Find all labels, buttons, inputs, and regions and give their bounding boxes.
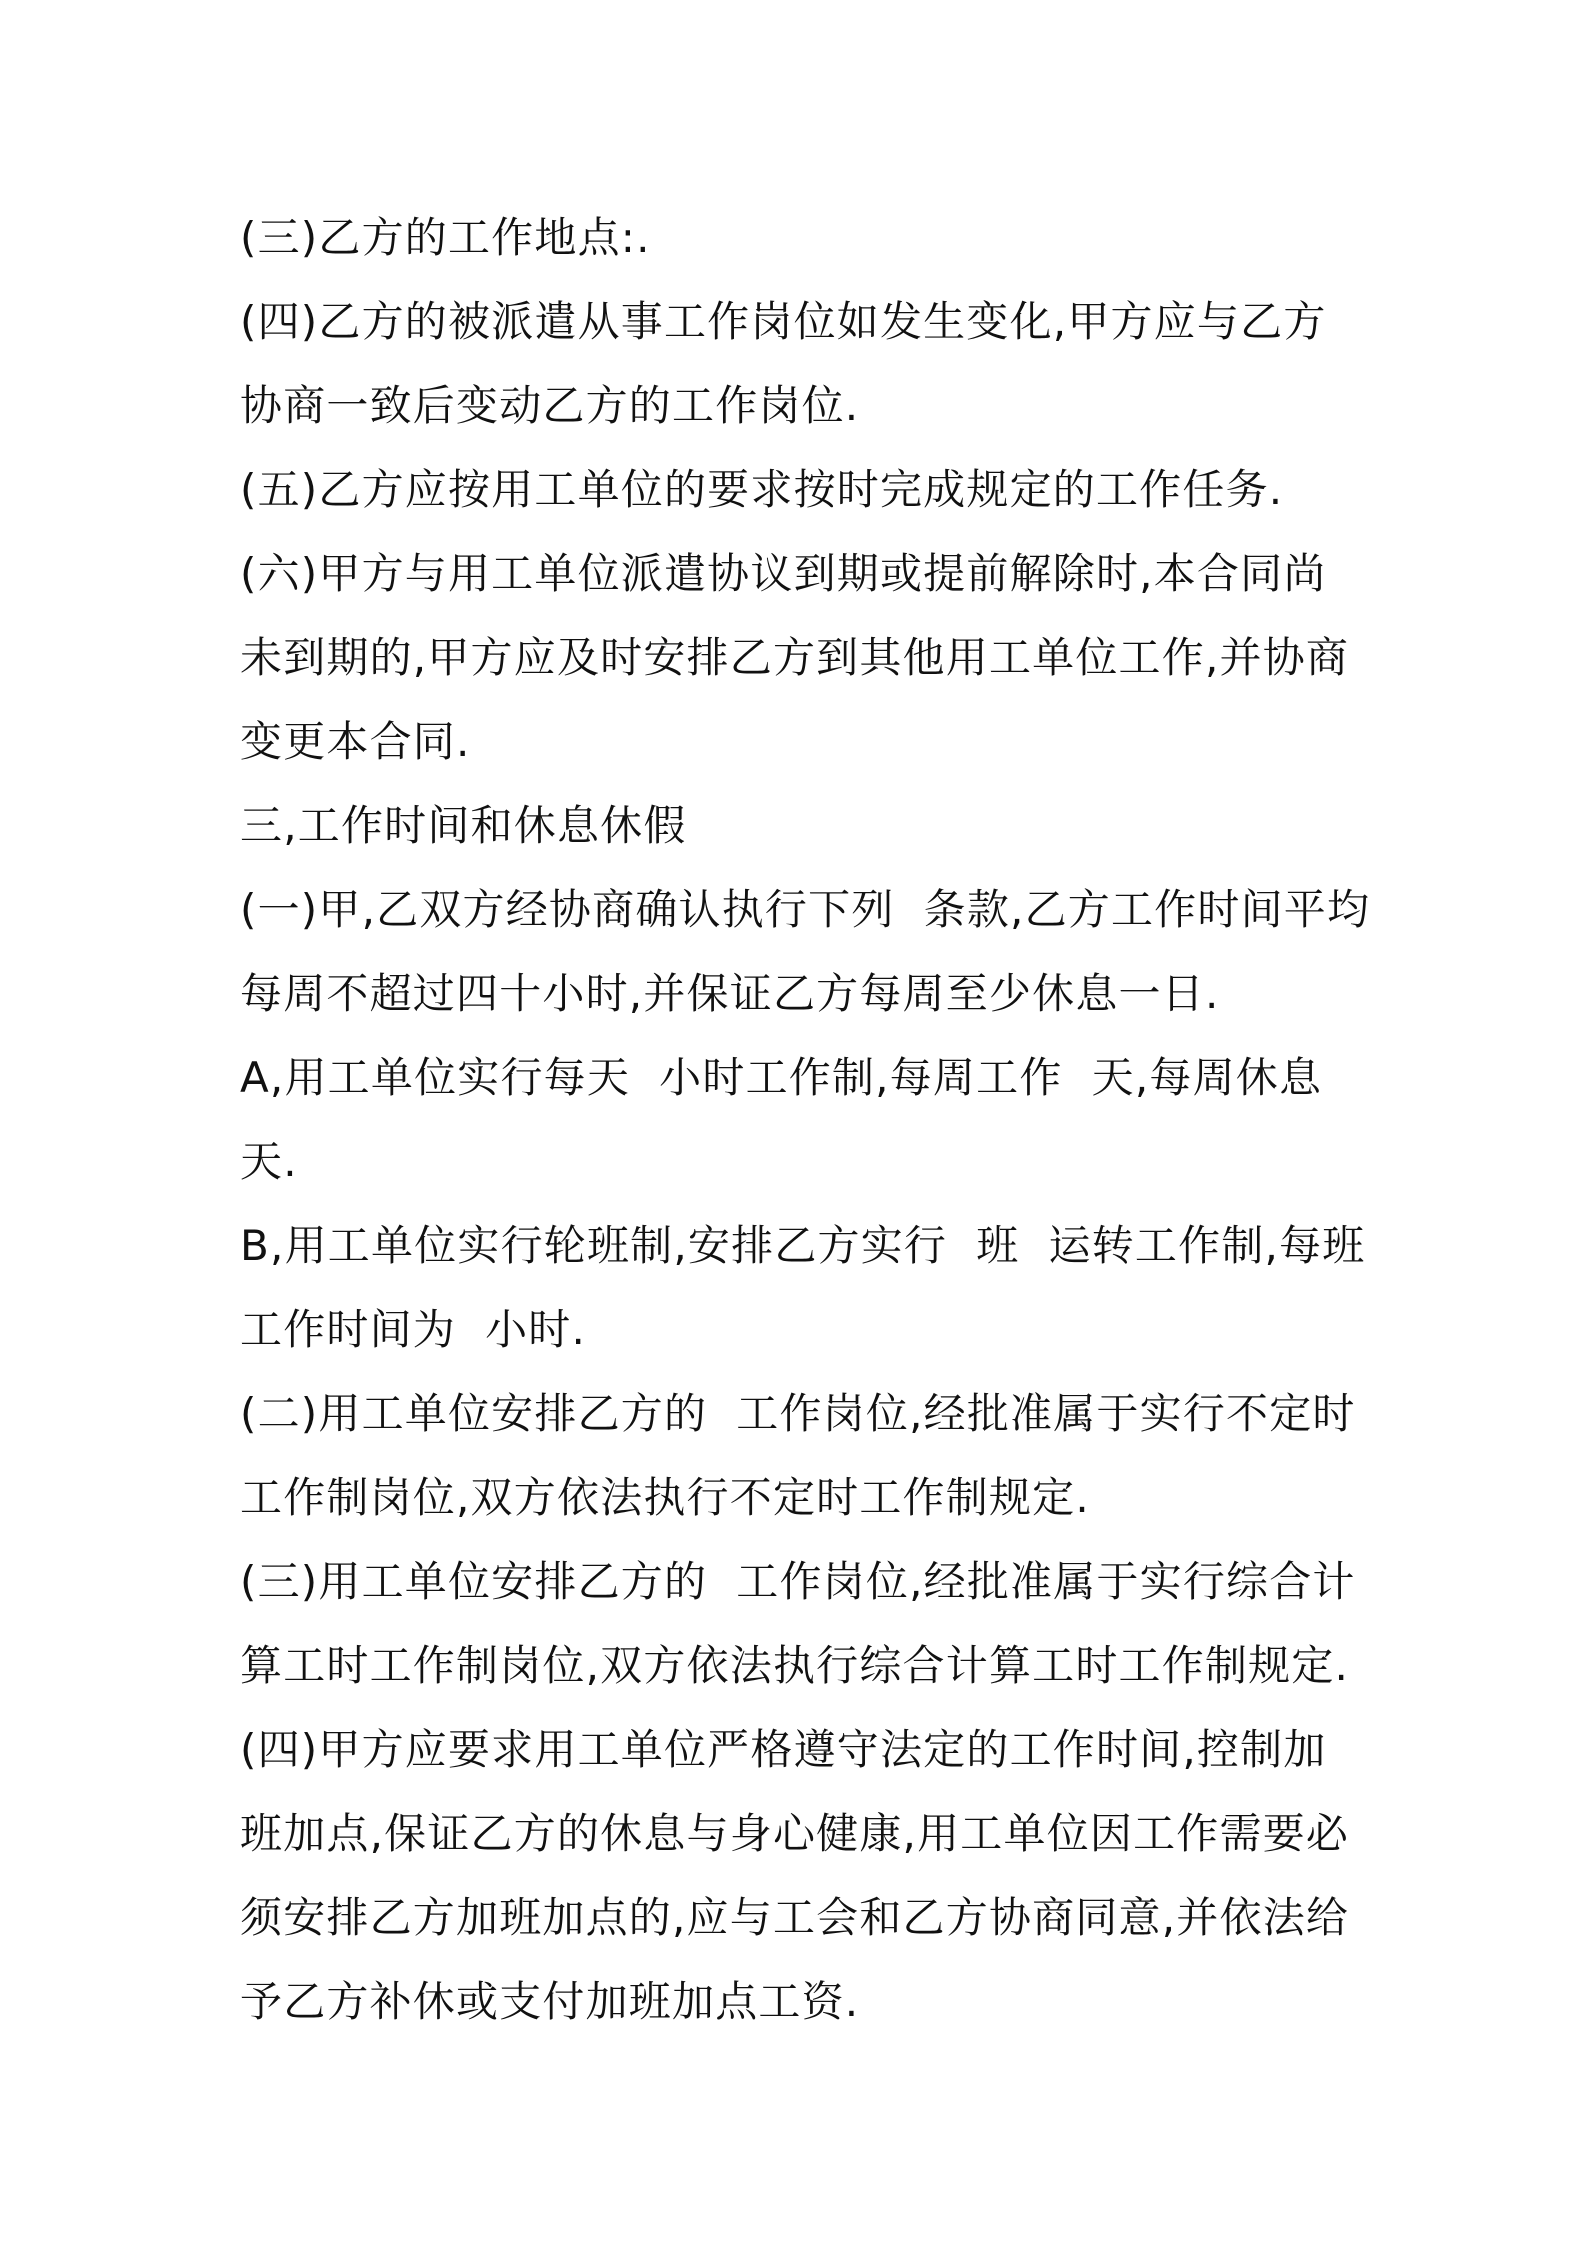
- text-line: A,用工单位实行每天 小时工作制,每周工作 天,每周休息: [240, 1053, 1323, 1102]
- text-line: 算工时工作制岗位,双方依法执行综合计算工时工作制规定.: [240, 1641, 1350, 1690]
- text-line: 予乙方补休或支付加班加点工资.: [240, 1977, 860, 2026]
- text-line: (三)乙方的工作地点:.: [240, 213, 651, 262]
- text-line: 工作时间为 小时.: [240, 1305, 587, 1354]
- text-line: 天.: [240, 1137, 298, 1186]
- text-line: (二)用工单位安排乙方的 工作岗位,经批准属于实行不定时: [240, 1389, 1356, 1438]
- text-line: (四)甲方应要求用工单位严格遵守法定的工作时间,控制加: [240, 1725, 1327, 1774]
- text-line: (四)乙方的被派遣从事工作岗位如发生变化,甲方应与乙方: [240, 297, 1327, 346]
- text-line: 班加点,保证乙方的休息与身心健康,用工单位因工作需要必: [240, 1809, 1350, 1858]
- text-line: 每周不超过四十小时,并保证乙方每周至少休息一日.: [240, 969, 1220, 1018]
- text-line: 工作制岗位,双方依法执行不定时工作制规定.: [240, 1473, 1090, 1522]
- text-line: 协商一致后变动乙方的工作岗位.: [240, 381, 860, 430]
- text-line: 变更本合同.: [240, 717, 471, 766]
- document-body: [240, 196, 1371, 2044]
- text-line: (三)用工单位安排乙方的 工作岗位,经批准属于实行综合计: [240, 1557, 1356, 1606]
- text-line: (六)甲方与用工单位派遣协议到期或提前解除时,本合同尚: [240, 549, 1327, 598]
- text-line: (一)甲,乙双方经协商确认执行下列 条款,乙方工作时间平均: [240, 885, 1371, 934]
- text-line: (五)乙方应按用工单位的要求按时完成规定的工作任务.: [240, 465, 1284, 514]
- text-line: 须安排乙方加班加点的,应与工会和乙方协商同意,并依法给: [240, 1893, 1350, 1942]
- text-line: B,用工单位实行轮班制,安排乙方实行 班 运转工作制,每班: [240, 1221, 1366, 1270]
- section-heading: 三,工作时间和休息休假: [240, 801, 687, 850]
- text-line: 未到期的,甲方应及时安排乙方到其他用工单位工作,并协商: [240, 633, 1350, 682]
